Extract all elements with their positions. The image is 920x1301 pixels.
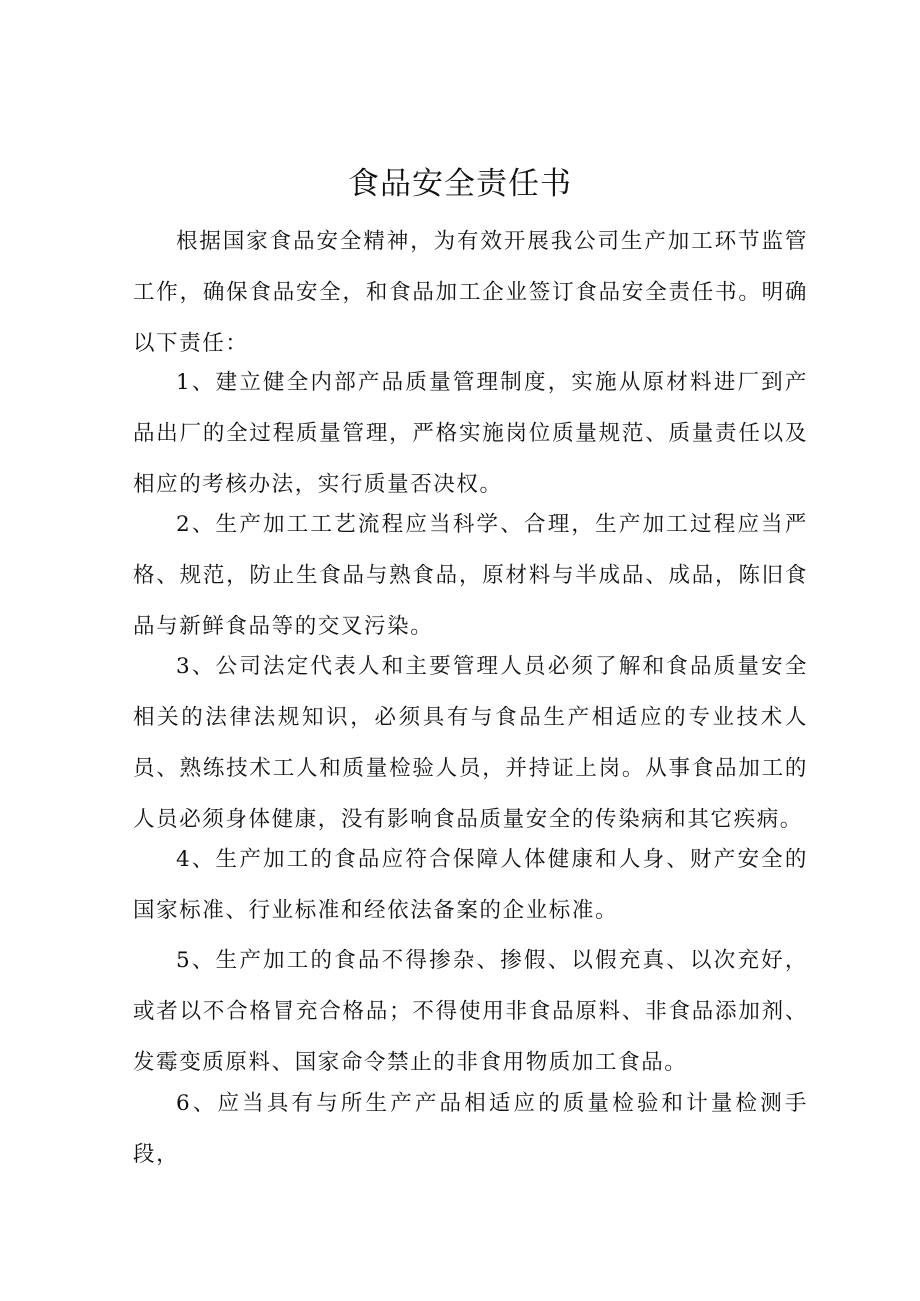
clause-6-paragraph: 6、应当具有与所生产产品相适应的质量检验和计量检测手段， (133, 1091, 808, 1167)
document-title: 食品安全责任书 (348, 166, 572, 202)
clause-2-paragraph: 2、生产加工工艺流程应当科学、合理，生产加工过程应当严格、规范，防止生食品与熟食品，原材料与半成品、成品，陈旧食品与新鲜食品等的交叉污染。 (133, 512, 808, 639)
intro-paragraph: 根据国家食品安全精神，为有效开展我公司生产加工环节监管工作，确保食品安全，和食品加工企业签订食品安全责任书。明确以下责任： (133, 229, 808, 356)
clause-1-paragraph: 1、建立健全内部产品质量管理制度，实施从原材料进厂到产品出厂的全过程质量管理，严格实施岗位质量规范、质量责任以及相应的考核办法，实行质量否决权。 (133, 370, 808, 497)
clause-5-paragraph: 5、生产加工的食品不得掺杂、掺假、以假充真、以次充好，或者以不合格冒充合格品；不得使用非食品原料、非食品添加剂、发霉变质原料、国家命令禁止的非食用物质加工食品。 (133, 948, 808, 1075)
clause-3-paragraph: 3、公司法定代表人和主要管理人员必须了解和食品质量安全相关的法律法规知识，必须具有与食品生产相适应的专业技术人员、熟练技术工人和质量检验人员，并持证上岗。从事食品加工的人员必须身体健康，没有影响食品质量安全的传染病和其它疾病。 (133, 654, 808, 832)
clause-4-paragraph: 4、生产加工的食品应符合保障人体健康和人身、财产安全的国家标准、行业标准和经依法备案的企业标准。 (133, 847, 808, 923)
